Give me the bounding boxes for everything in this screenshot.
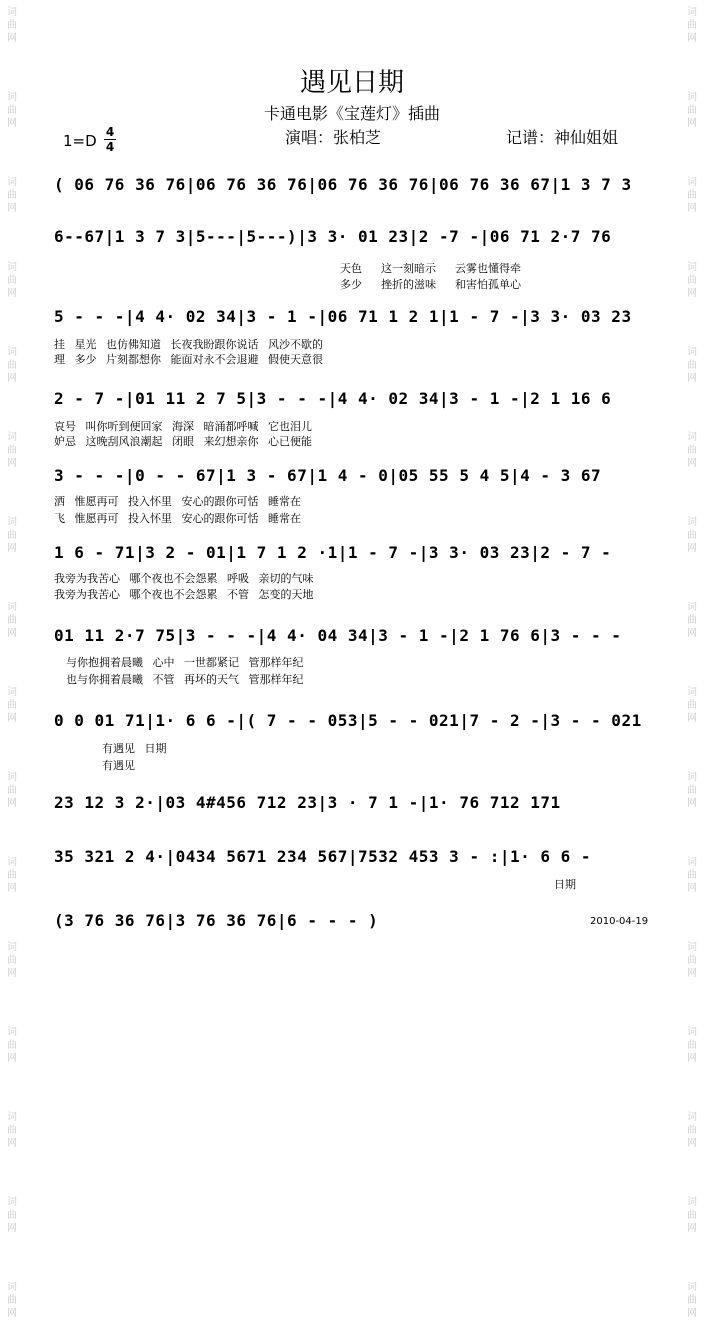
watermark-mark: 词曲网 [7,92,17,129]
watermark-mark: 词曲网 [7,517,17,554]
watermark-mark: 词曲网 [7,177,17,214]
time-signature-top: 4 [105,125,115,139]
lyric-line-2-verse-1: 天色 这一刻暗示 云雾也懂得牵 [340,262,521,275]
lyric-line-3-verse-2: 理 多少 片刻都想你 能面对永不会退避 假使天意很 [54,353,323,366]
watermark-mark: 词曲网 [687,1197,697,1234]
score-line-11: (3 76 36 76|3 76 36 76|6 - - - ) [54,911,379,930]
watermark-mark: 词曲网 [687,262,697,299]
watermark-mark: 词曲网 [687,7,697,44]
watermark-mark: 词曲网 [687,347,697,384]
watermark-right [680,0,704,1319]
lyric-line-7-verse-2: 也与你拥着晨曦 不管 再坏的天气 管那样年纪 [66,673,304,686]
lyric-line-10-verse-1: 日期 [554,878,576,891]
watermark-mark: 词曲网 [7,942,17,979]
song-title: 遇见日期 [299,68,404,98]
transcriber-credit: 记谱：神仙姐姐 [506,128,619,147]
watermark-mark: 词曲网 [687,1282,697,1319]
score-line-1: ( 06 76 36 76|06 76 36 76|06 76 36 76|06 76 36 67|1 3 7 3 [54,175,632,194]
watermark-mark: 词曲网 [7,432,17,469]
lyric-line-8-verse-2: 有遇见 [102,759,135,772]
score-line-5: 3 - - -|0 - - 67|1 3 - 67|1 4 - 0|05 55 5 4 5|4 - 3 67 [54,466,602,485]
transcription-date: 2010-04-19 [590,916,649,927]
lyric-line-7-verse-1: 与你抱拥着晨曦 心中 一世都紧记 管那样年纪 [66,656,304,669]
watermark-mark: 词曲网 [7,687,17,724]
watermark-mark: 词曲网 [7,602,17,639]
watermark-mark: 词曲网 [687,1027,697,1064]
score-line-7: 01 11 2·7 75|3 - - -|4 4· 04 34|3 - 1 -|2 1 76 6|3 - - - [54,626,622,645]
watermark-left [0,0,24,1319]
score-line-6: 1 6 - 71|3 2 - 01|1 7 1 2 ·1|1 - 7 -|3 3· 03 23|2 - 7 - [54,543,612,562]
time-signature-bottom: 4 [105,140,115,154]
lyric-line-5-verse-1: 洒 惟愿再可 投入怀里 安心的跟你可恬 睡常在 [54,495,301,508]
watermark-mark: 词曲网 [687,432,697,469]
score-line-3: 5 - - -|4 4· 02 34|3 - 1 -|06 71 1 2 1|1 - 7 -|3 3· 03 23 [54,307,632,326]
watermark-mark: 词曲网 [687,687,697,724]
watermark-mark: 词曲网 [7,1027,17,1064]
score-line-10: 35 321 2 4·|0434 5671 234 567|7532 453 3 - :|1· 6 6 - [54,847,592,866]
watermark-mark: 词曲网 [7,1282,17,1319]
watermark-mark: 词曲网 [687,517,697,554]
lyric-line-8-verse-1: 有遇见 日期 [102,742,167,755]
watermark-mark: 词曲网 [7,262,17,299]
watermark-mark: 词曲网 [687,1112,697,1149]
lyric-line-3-verse-1: 挂 星光 也仿佛知道 长夜我盼跟你说话 风沙不歇的 [54,338,323,351]
watermark-mark: 词曲网 [7,772,17,809]
watermark-mark: 词曲网 [7,1112,17,1149]
lyric-line-6-verse-2: 我旁为我苦心 哪个夜也不会怨累 不管 怎变的天地 [54,588,314,601]
singer-credit: 演唱：张柏芝 [285,128,382,147]
time-signature [104,126,116,153]
song-subtitle: 卡通电影《宝莲灯》插曲 [263,104,440,123]
score-line-8: 0 0 01 71|1· 6 6 -|( 7 - - 053|5 - - 021|7 - 2 -|3 - - 021 [54,711,642,730]
watermark-mark: 词曲网 [687,92,697,129]
score-line-9: 23 12 3 2·|03 4#456 712 23|3 · 7 1 -|1· 76 712 171 [54,793,561,812]
watermark-mark: 词曲网 [7,857,17,894]
watermark-mark: 词曲网 [7,1197,17,1234]
score-line-4: 2 - 7 -|01 11 2 7 5|3 - - -|4 4· 02 34|3 - 1 -|2 1 16 6 [54,389,612,408]
watermark-mark: 词曲网 [687,942,697,979]
lyric-line-2-verse-2: 多少 挫折的滋味 和害怕孤单心 [340,278,521,291]
lyric-line-5-verse-2: 飞 惟愿再可 投入怀里 安心的跟你可恬 睡常在 [54,512,301,525]
lyric-line-4-verse-2: 妒忌 这晚刮风浪潮起 闭眼 来幻想亲你 心已便能 [54,435,312,448]
score-line-2: 6--67|1 3 7 3|5---|5---)|3 3· 01 23|2 -7 -|06 71 2·7 76 [54,227,612,246]
watermark-mark: 词曲网 [687,857,697,894]
watermark-mark: 词曲网 [7,7,17,44]
watermark-mark: 词曲网 [7,347,17,384]
watermark-mark: 词曲网 [687,602,697,639]
key-signature: 1=D [63,132,97,150]
lyric-line-6-verse-1: 我旁为我苦心 哪个夜也不会怨累 呼吸 亲切的气味 [54,572,314,585]
watermark-mark: 词曲网 [687,772,697,809]
watermark-mark: 词曲网 [687,177,697,214]
lyric-line-4-verse-1: 哀号 叫你听到便回家 海深 暗涌都呼喊 它也泪儿 [54,420,312,433]
